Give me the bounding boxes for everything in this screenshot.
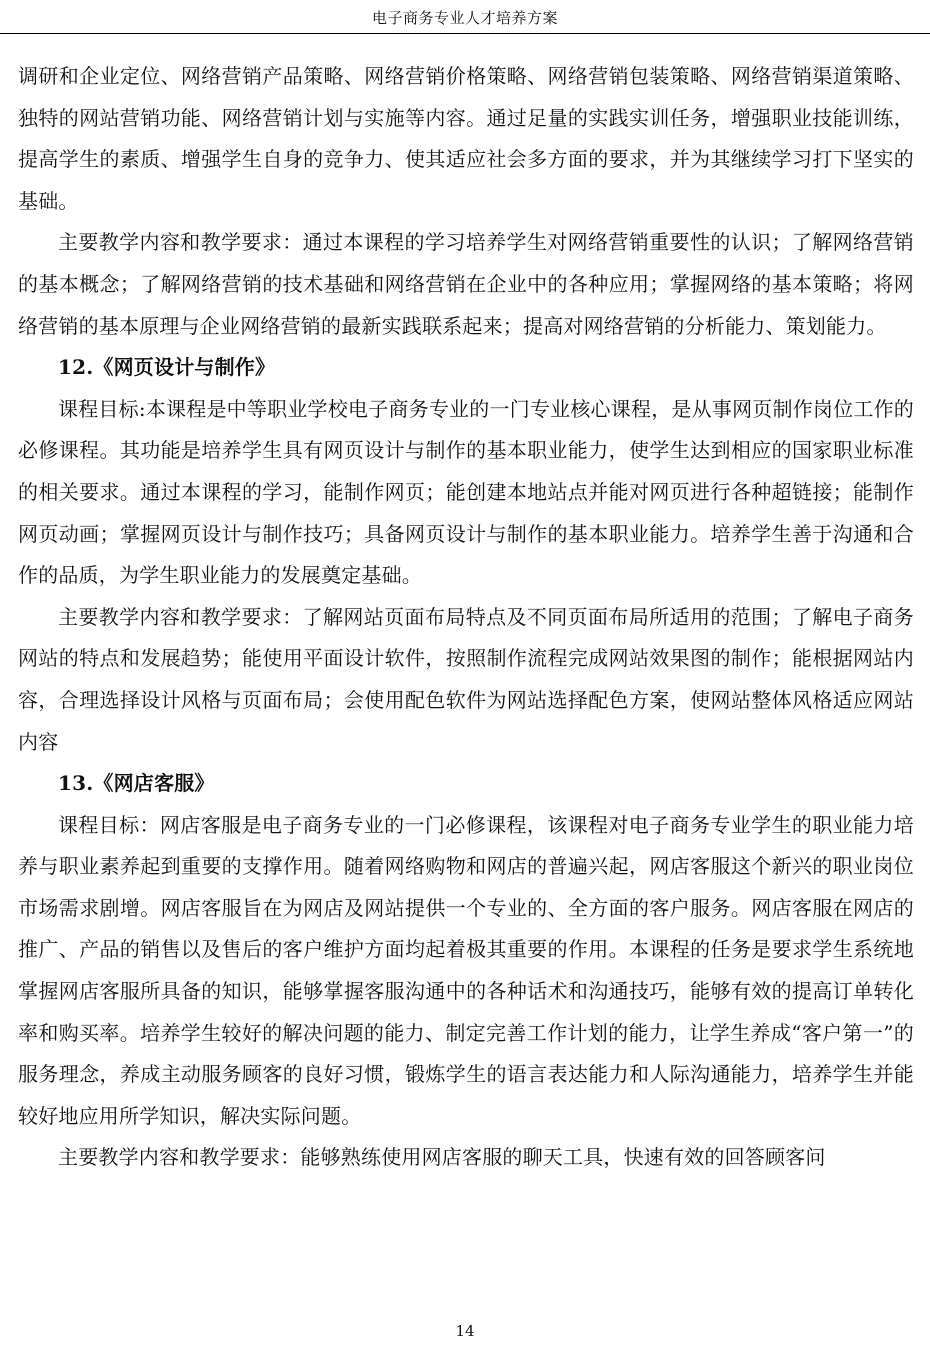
paragraph-online-store-service-goal: 课程目标：网店客服是电子商务专业的一门必修课程，该课程对电子商务专业学生的职业能力培养与职业素养起到重要的支撑作用。随着网络购物和网店的普遍兴起，网店客服这个新兴的职业岗位市场需求剧增。网店客服旨在为网店及网站提供一个专业的、全方面的客户服务。网店客服在网店的推广、产品的销售以及售后的客户维护方面均起着极其重要的作用。本课程的任务是要求学生系统地掌握网店客服所具备的知识，能够掌握客服沟通中的各种话术和沟通技巧，能够有效的提高订单转化率和购买率。培养学生较好的解决问题的能力、制定完善工作计划的能力，让学生养成“客户第一”的服务理念，养成主动服务顾客的良好习惯，锻炼学生的语言表达能力和人际沟通能力，培养学生并能较好地应用所学知识，解决实际问题。 [18,812,914,1128]
paragraph-course-intro-continued: 调研和企业定位、网络营销产品策略、网络营销价格策略、网络营销包装策略、网络营销渠道策略、独特的网站营销功能、网络营销计划与实施等内容。通过足量的实践实训任务，增强职业技能训练，提高学生的素质、增强学生自身的竞争力、使其适应社会多方面的要求，并为其继续学习打下坚实的基础。 [18,64,914,213]
heading-web-design-course: 12.《网页设计与制作》 [58,355,276,380]
paragraph-web-design-goal: 课程目标:本课程是中等职业学校电子商务专业的一门专业核心课程，是从事网页制作岗位工作的必修课程。其功能是培养学生具有网页设计与制作的基本职业能力，使学生达到相应的国家职业标准的相关要求。通过本课程的学习，能制作网页；能创建本地站点并能对网页进行各种超链接；能制作网页动画；掌握网页设计与制作技巧；具备网页设计与制作的基本职业能力。培养学生善于沟通和合作的品质，为学生职业能力的发展奠定基础。 [18,396,914,588]
header-title: 电子商务专业人才培养方案 [371,9,558,27]
heading-online-store-service-course: 13.《网店客服》 [58,771,215,796]
paragraph-web-design-requirements: 主要教学内容和教学要求：了解网站页面布局特点及不同页面布局所适用的范围；了解电子商务网站的特点和发展趋势；能使用平面设计软件，按照制作流程完成网站效果图的制作；能根据网站内容，合理选择设计风格与页面布局；会使用配色软件为网站选择配色方案，使网站整体风格适应网站内容 [18,604,914,754]
page-header [0,0,930,34]
paragraph-online-store-service-requirements: 主要教学内容和教学要求：能够熟练使用网店客服的聊天工具，快速有效的回答顾客问 [58,1145,826,1170]
document-body [18,56,914,1179]
paragraph-marketing-requirements: 主要教学内容和教学要求：通过本课程的学习培养学生对网络营销重要性的认识；了解网络营销的基本概念；了解网络营销的技术基础和网络营销在企业中的各种应用；掌握网络的基本策略；将网络营销的基本原理与企业网络营销的最新实践联系起来；提高对网络营销的分析能力、策划能力。 [18,230,914,338]
page-number: 14 [455,1322,475,1340]
